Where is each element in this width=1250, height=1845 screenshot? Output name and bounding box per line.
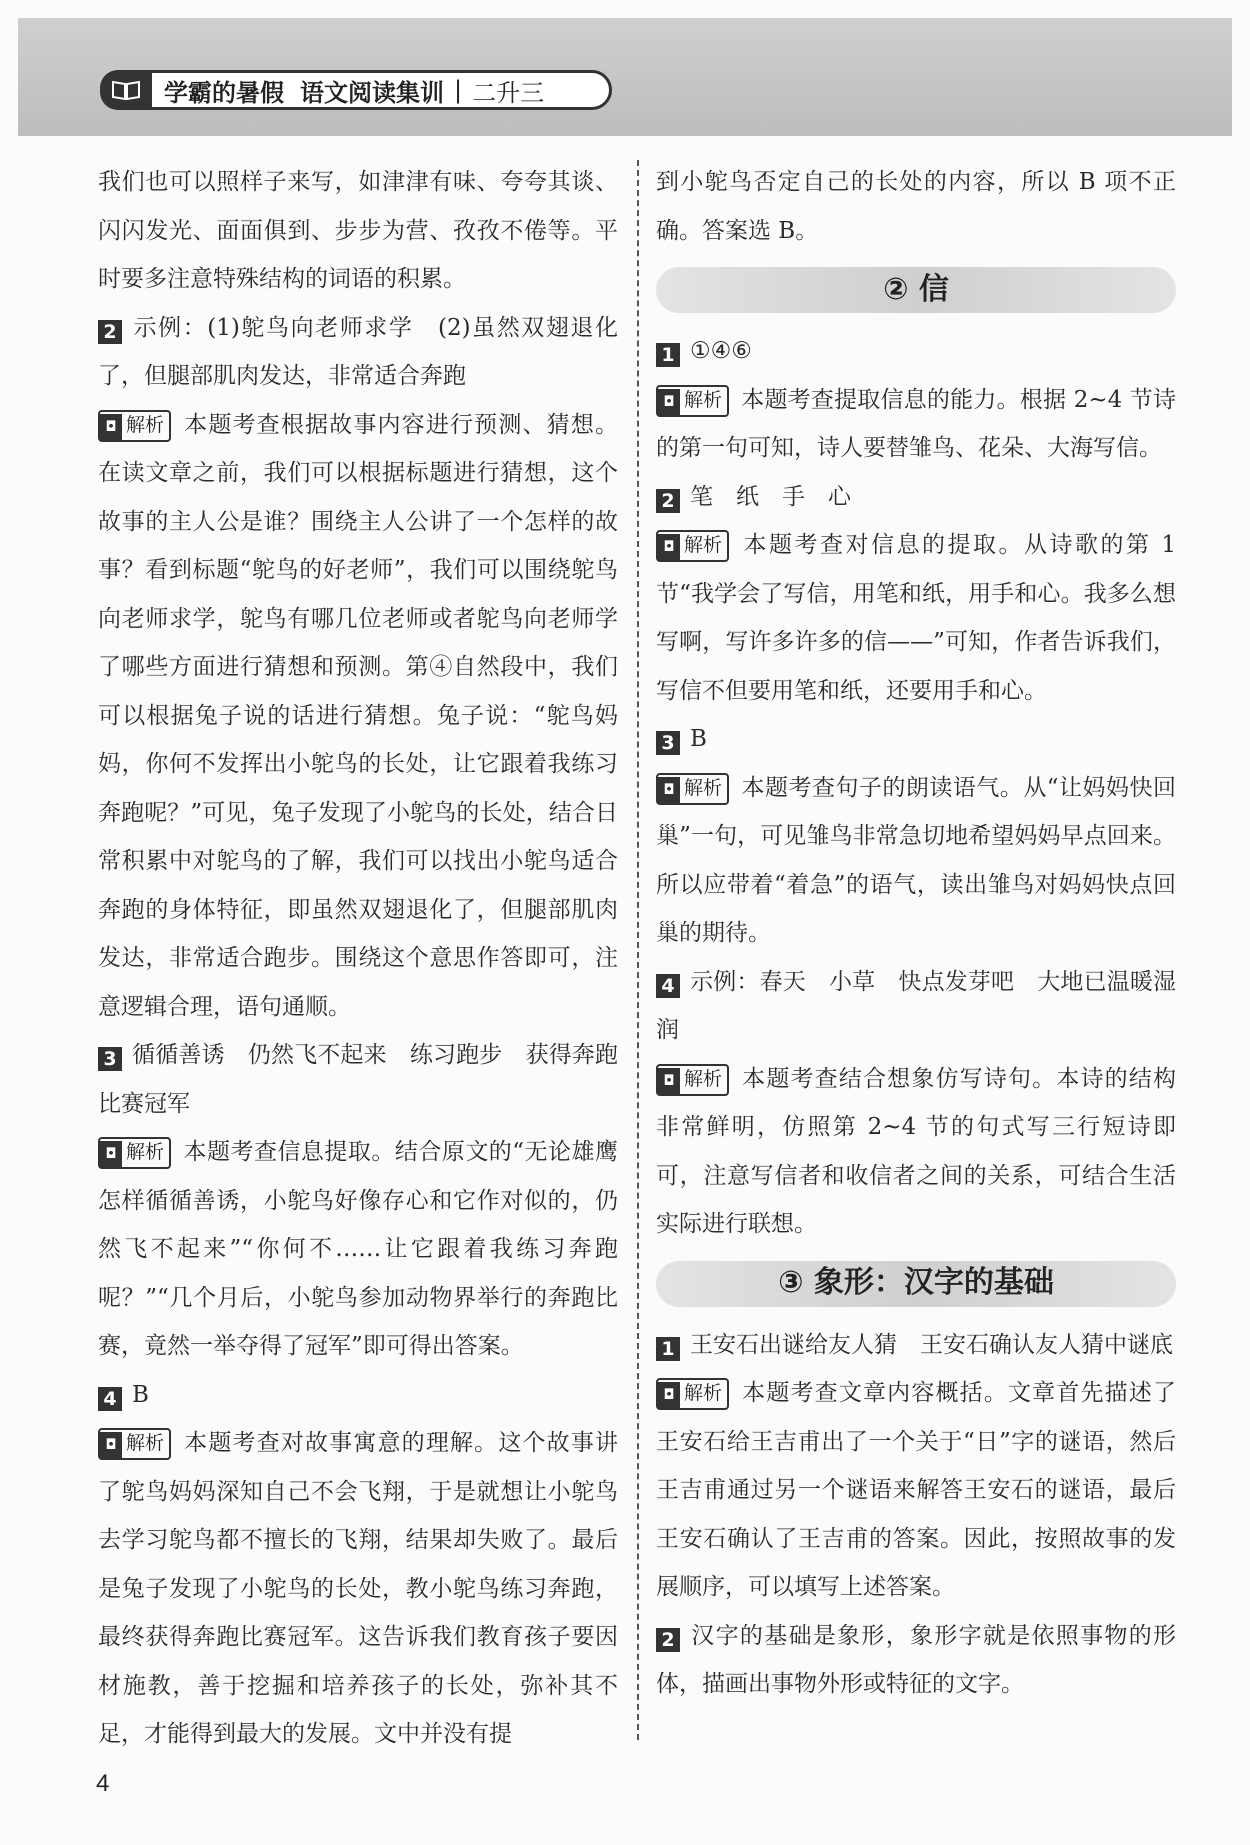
q3-answer bbox=[98, 1031, 618, 1128]
analysis-text: 本题考查对信息的提取。从诗歌的第 1 节“我学会了写信，用笔和纸，用手和心。我多么想写啊，写许多许多的信——”可知，作者告诉我们，写信不但要用笔和纸，还要用手和心。 bbox=[656, 532, 1176, 704]
q3-analysis bbox=[98, 1128, 618, 1371]
q4-analysis bbox=[98, 1419, 618, 1759]
question-number: 4 bbox=[656, 974, 680, 998]
analysis-icon: ◘ bbox=[100, 1432, 122, 1458]
analysis-text: 本题考查句子的朗读语气。从“让妈妈快回巢”一句，可见雏鸟非常急切地希望妈妈早点回来。所以应带着“着急”的语气，读出雏鸟对妈妈快点回巢的期待。 bbox=[656, 774, 1176, 946]
analysis-badge: ◘ 解析 bbox=[656, 530, 729, 562]
s2-q3-answer bbox=[656, 715, 1176, 764]
analysis-badge: ◘ 解析 bbox=[656, 385, 729, 417]
analysis-icon: ◘ bbox=[100, 414, 122, 440]
answer-text: 王安石出谜给友人猜 王安石确认友人猜中谜底 bbox=[690, 1331, 1173, 1358]
analysis-text: 本题考查对故事寓意的理解。这个故事讲了鸵鸟妈妈深知自己不会飞翔，于是就想让小鸵鸟去学习鸵鸟都不擅长的飞翔，结果却失败了。最后是兔子发现了小鸵鸟的长处，教小鸵鸟练习奔跑，最终获得奔跑比赛冠军。这告诉我们教育孩子要因材施教，善于挖掘和培养孩子的长处，弥补其不足，才能得到最大的发展。文中并没有提 bbox=[98, 1430, 618, 1747]
analysis-text: 本题考查信息提取。结合原文的“无论雄鹰怎样循循善诱，小鸵鸟好像存心和它作对似的，仍然飞不起来”“你何不……让它跟着我练习奔跑呢？”“几个月后，小鸵鸟参加动物界举行的奔跑比赛，竟然一举夺得了冠军”即可得出答案。 bbox=[98, 1139, 618, 1359]
s2-q2-answer bbox=[656, 473, 1176, 522]
analysis-badge: ◘ 解析 bbox=[98, 1137, 171, 1169]
question-number: 2 bbox=[656, 1628, 680, 1652]
question-number: 3 bbox=[98, 1047, 122, 1071]
answer-text: 循循善诱 仍然飞不起来 练习跑步 获得奔跑比赛冠军 bbox=[98, 1042, 618, 1117]
analysis-badge: ◘ 解析 bbox=[656, 1378, 729, 1410]
column-divider bbox=[637, 160, 639, 1740]
answer-text: 示例：(1)鸵鸟向老师求学 (2)虽然双翅退化了，但腿部肌肉发达，非常适合奔跑 bbox=[98, 314, 618, 389]
s3-q1-answer bbox=[656, 1321, 1176, 1370]
answer-text: 示例：春天 小草 快点发芽吧 大地已温暖湿润 bbox=[656, 968, 1176, 1043]
question-number: 1 bbox=[656, 343, 680, 367]
analysis-text: 本题考查根据故事内容进行预测、猜想。在读文章之前，我们可以根据标题进行猜想，这个故事的主人公是谁？围绕主人公讲了一个怎样的故事？看到标题“鸵鸟的好老师”，我们可以围绕鸵鸟向老师求学，鸵鸟有哪几位老师或者鸵鸟向老师学了哪些方面进行猜想和预测。第④自然段中，我们可以根据兔子说的话进行猜想。兔子说：“鸵鸟妈妈，你何不发挥出小鸵鸟的长处，让它跟着我练习奔跑呢？”可见，兔子发现了小鸵鸟的长处，结合日常积累中对鸵鸟的了解，我们可以找出小鸵鸟适合奔跑的身体特征，即虽然双翅退化了，但腿部肌肉发达，非常适合跑步。围绕这个意思作答即可，注意逻辑合理，语句通顺。 bbox=[98, 411, 618, 1020]
q2-analysis bbox=[98, 401, 618, 1032]
s2-q3-analysis bbox=[656, 764, 1176, 958]
analysis-text: 本题考查结合想象仿写诗句。本诗的结构非常鲜明，仿照第 2~4 节的句式写三行短诗即可，注意写信者和收信者之间的关系，可结合生活实际进行联想。 bbox=[656, 1065, 1176, 1237]
section-title-pictograph: ③ 象形：汉字的基础 bbox=[656, 1261, 1176, 1307]
analysis-badge: ◘ 解析 bbox=[98, 410, 171, 442]
book-series-title: 学霸的暑假 bbox=[164, 78, 284, 107]
analysis-icon: ◘ bbox=[658, 1068, 680, 1094]
s2-q4-analysis bbox=[656, 1055, 1176, 1249]
analysis-icon: ◘ bbox=[658, 1382, 680, 1408]
question-number: 2 bbox=[656, 489, 680, 513]
answer-text: 汉字的基础是象形，象形字就是依照事物的形体，描画出事物外形或特征的文字。 bbox=[656, 1622, 1176, 1697]
book-subtitle: 语文阅读集训 bbox=[300, 78, 444, 107]
grade-label: 二升三 bbox=[472, 78, 545, 107]
question-number: 2 bbox=[98, 320, 122, 344]
page-number: 4 bbox=[96, 1770, 110, 1797]
right-column bbox=[656, 158, 1176, 1709]
question-number: 3 bbox=[656, 731, 680, 755]
q4-answer bbox=[98, 1371, 618, 1420]
analysis-icon: ◘ bbox=[658, 534, 680, 560]
q2-answer bbox=[98, 304, 618, 401]
book-icon bbox=[100, 70, 152, 110]
analysis-icon: ◘ bbox=[658, 777, 680, 803]
analysis-badge: ◘ 解析 bbox=[98, 1428, 171, 1460]
s3-q1-analysis bbox=[656, 1369, 1176, 1612]
header-title-pill bbox=[100, 70, 612, 110]
continued-paragraph: 到小鸵鸟否定自己的长处的内容，所以 B 项不正确。答案选 B。 bbox=[656, 169, 1176, 244]
answer-text: B bbox=[132, 1381, 149, 1408]
question-number: 1 bbox=[656, 1337, 680, 1361]
analysis-icon: ◘ bbox=[100, 1141, 122, 1167]
analysis-icon: ◘ bbox=[658, 389, 680, 415]
question-number: 4 bbox=[98, 1387, 122, 1411]
header-separator: | bbox=[454, 76, 463, 104]
answer-text: 笔 纸 手 心 bbox=[690, 483, 851, 510]
analysis-text: 本题考查提取信息的能力。根据 2~4 节诗的第一句可知，诗人要替雏鸟、花朵、大海写信。 bbox=[656, 386, 1176, 461]
answer-text: B bbox=[690, 726, 707, 752]
s2-q2-analysis bbox=[656, 521, 1176, 715]
s2-q1-analysis bbox=[656, 376, 1176, 473]
intro-paragraph: 我们也可以照样子来写，如津津有味、夸夸其谈、闪闪发光、面面俱到、步步为营、孜孜不倦等。平时要多注意特殊结构的词语的积累。 bbox=[98, 169, 618, 292]
s3-q2-answer bbox=[656, 1612, 1176, 1709]
left-column bbox=[98, 158, 618, 1759]
analysis-badge: ◘ 解析 bbox=[656, 773, 729, 805]
s2-q1-answer bbox=[656, 327, 1176, 376]
s2-q4-answer bbox=[656, 958, 1176, 1055]
analysis-text: 本题考查文章内容概括。文章首先描述了王安石给王吉甫出了一个关于“日”字的谜语，然后王吉甫通过另一个谜语来解答王安石的谜语，最后王安石确认了王吉甫的答案。因此，按照故事的发展顺序，可以填写上述答案。 bbox=[656, 1380, 1176, 1600]
section-title-letter: ② 信 bbox=[656, 267, 1176, 313]
analysis-badge: ◘ 解析 bbox=[656, 1064, 729, 1096]
answer-text: ①④⑥ bbox=[690, 338, 752, 364]
